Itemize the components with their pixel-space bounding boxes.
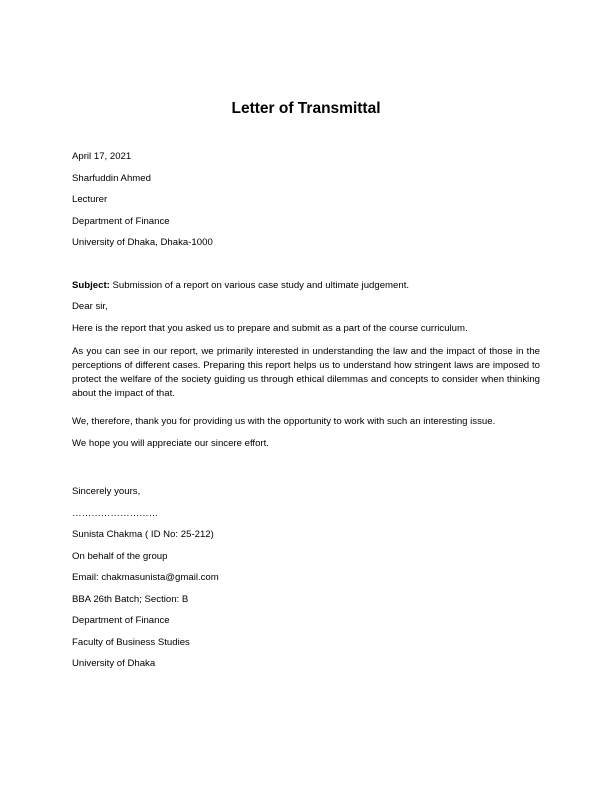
sender-behalf: On behalf of the group [72,551,168,562]
recipient-institution: University of Dhaka, Dhaka-1000 [72,237,213,248]
recipient-department: Department of Finance [72,216,170,227]
page-title: Letter of Transmittal [231,100,381,117]
sender-university: University of Dhaka [72,658,156,669]
body-paragraph-2: As you can see in our report, we primarily interested in understanding the law and the impact of those in the perceptions of different cases. Preparing this report helps us to understand how stringent laws are imposed to protect the welfare of the society guiding us through ethical dilemmas and concepts to consider when thinking about the impact of that. [72,346,540,399]
subject-label: Subject: [72,280,110,291]
body-paragraph-1: Here is the report that you asked us to prepare and submit as a part of the course curriculum. [72,323,468,334]
recipient-position: Lecturer [72,194,108,205]
closing: Sincerely yours, [72,486,141,497]
sender-batch: BBA 26th Batch; Section: B [72,594,189,605]
letter-date: April 17, 2021 [72,151,132,162]
subject-line [72,280,409,292]
recipient-name: Sharfuddin Ahmed [72,173,151,184]
body-paragraph-3: We, therefore, thank you for providing us with the opportunity to work with such an interesting issue. [72,416,496,427]
signature-line: ……………………… [72,508,159,519]
sender-email: Email: chakmasunista@gmail.com [72,572,219,583]
subject-text: Submission of a report on various case study and ultimate judgement. [109,280,410,291]
sender-name-id: Sunista Chakma ( ID No: 25-212) [72,529,214,540]
body-paragraph-4: We hope you will appreciate our sincere effort. [72,438,269,449]
sender-faculty: Faculty of Business Studies [72,637,190,648]
salutation: Dear sir, [72,301,108,312]
sender-department: Department of Finance [72,615,170,626]
